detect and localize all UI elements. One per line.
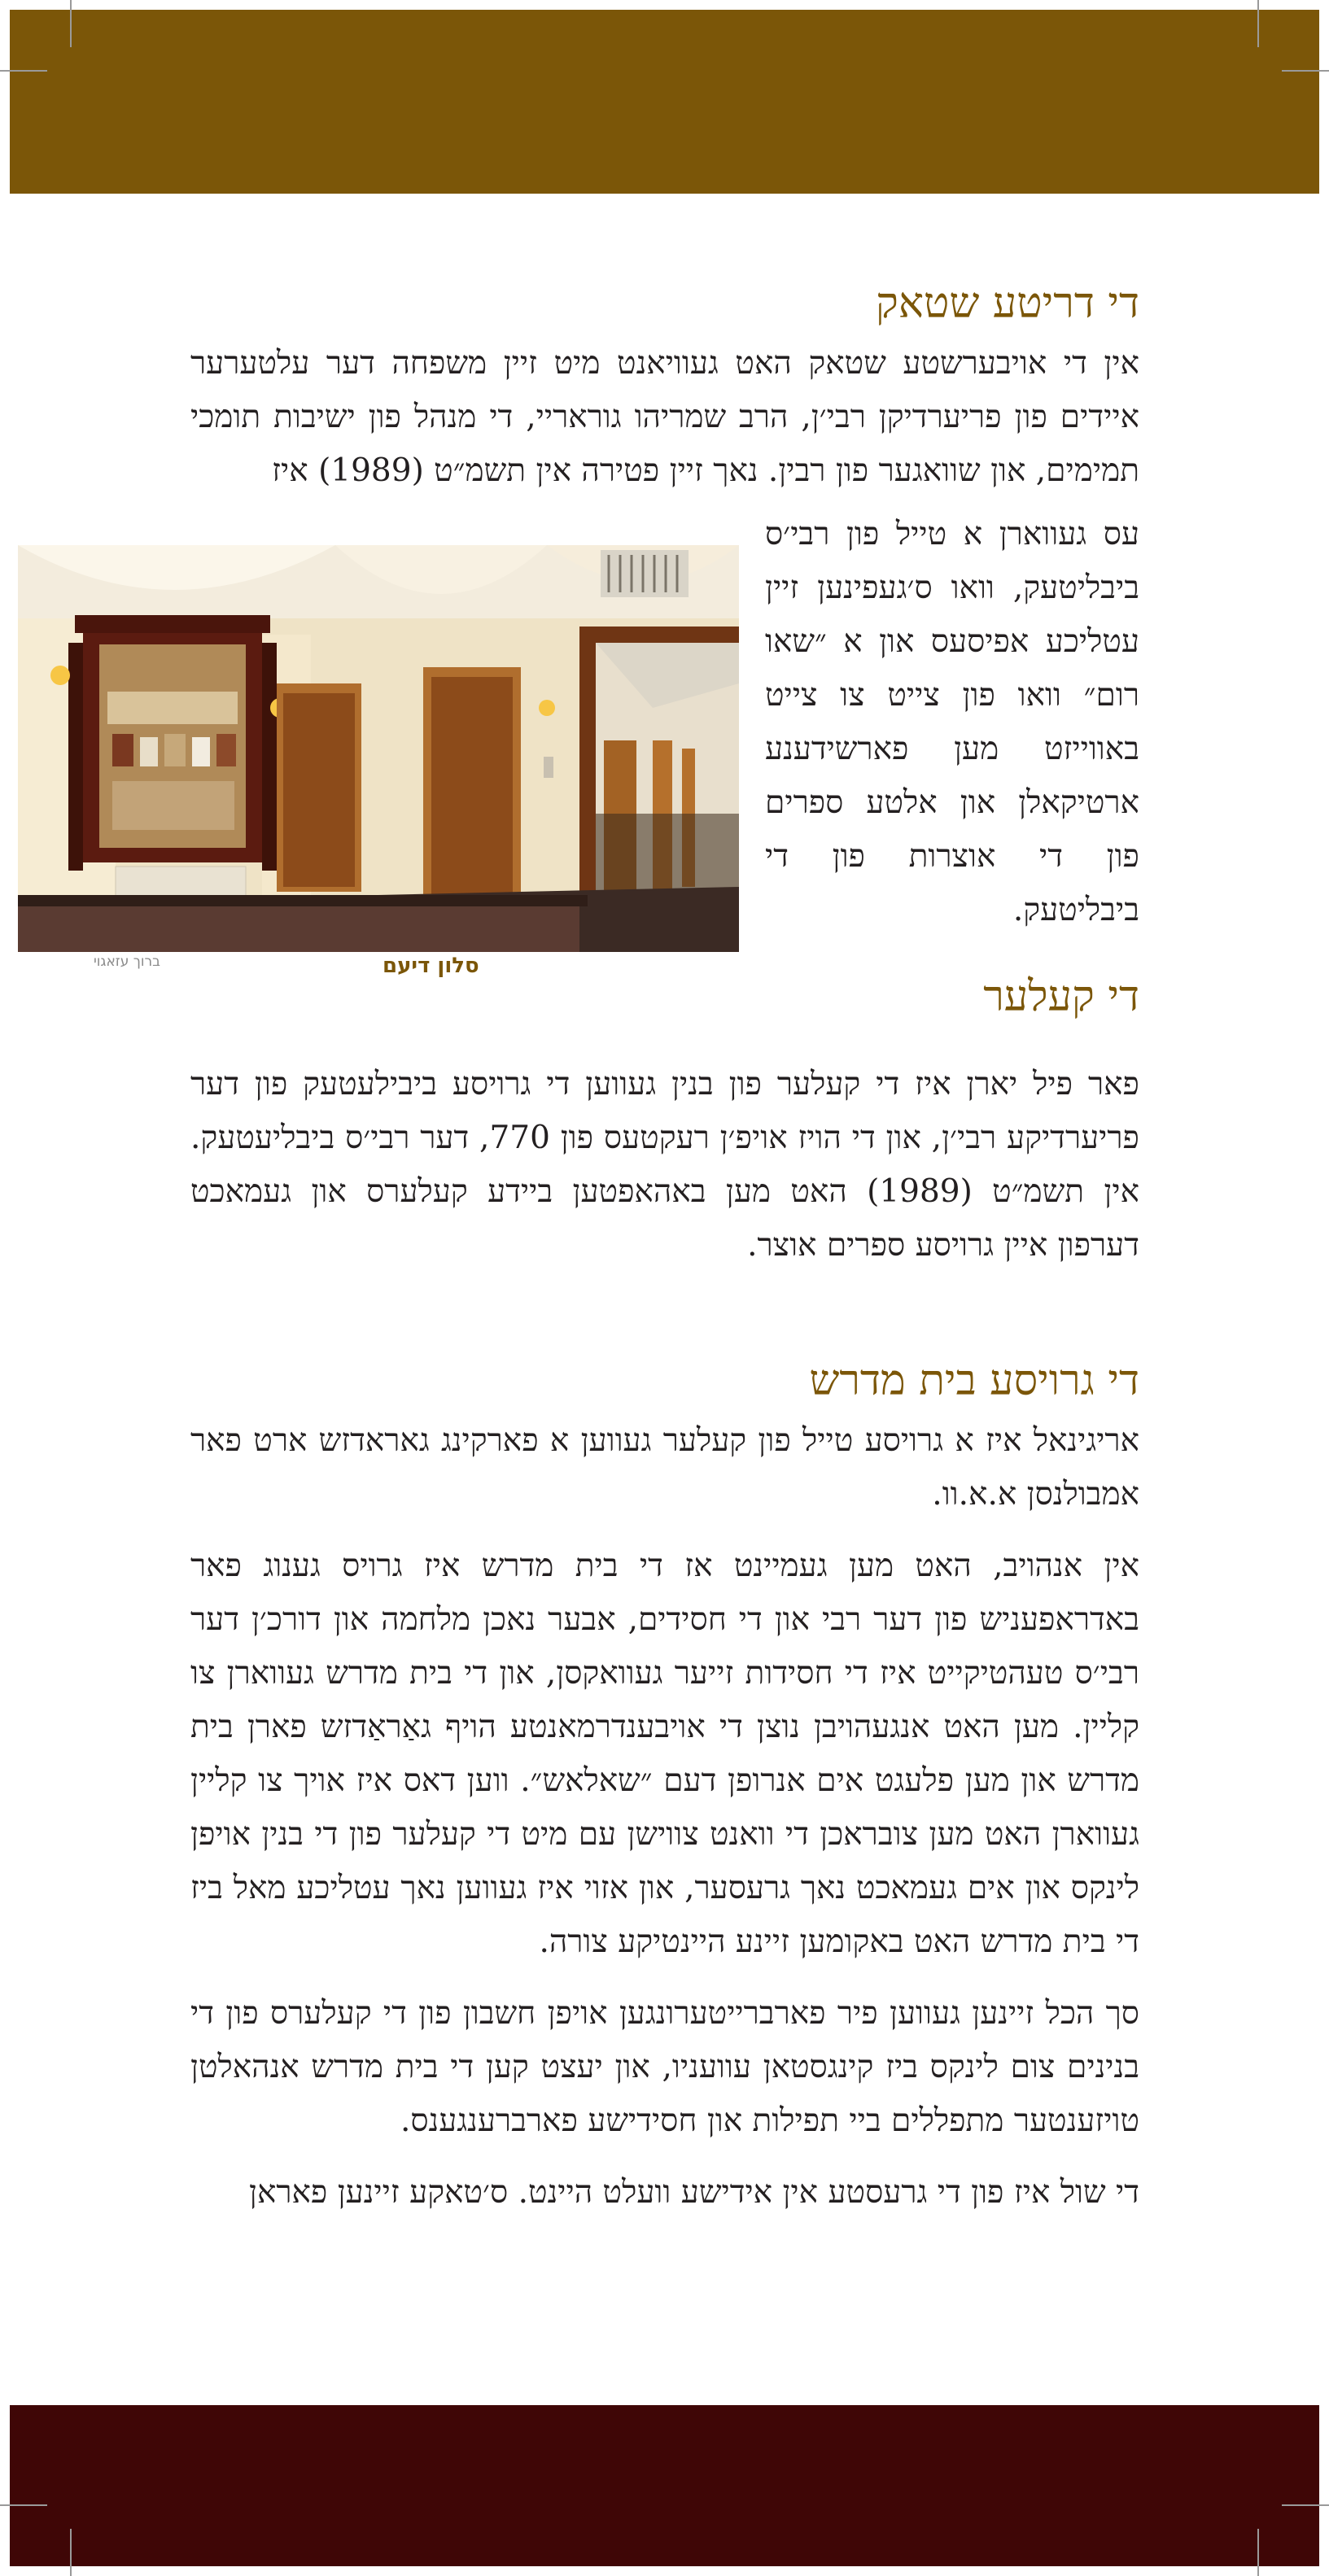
section-beis-medrash	[190, 1352, 1139, 2220]
section-paragraph: סך הכל זיינען געווען פיר פארברייטערונגען אויפן חשבון פון די קעלערס פון די בנינים צום לינקס ביז קינגסטאן עוועניו, און יעצט קען די בית מדרש אנהאלטן טויזענטער מתפללים ביי תפילות און חסידישע פארברענגענס.	[190, 1995, 1139, 2139]
section-paragraph-continued: עס געווארן א טייל פון רבי׳ס ביבליטעק, וואו ס׳געפינען זיין עטליכע אפיסעס און א ״שאו רום״ וואו פון צייט צו צייט באווייזט מען פארשידענע ארטיקאלן און אלטע ספרים פון די אוצרות פון די ביבליטעק.	[765, 516, 1139, 928]
wrapped-paragraph	[765, 508, 1139, 937]
crop-mark	[70, 2529, 72, 2576]
footer-band	[10, 2405, 1319, 2566]
section-cellar	[190, 968, 1139, 1273]
section-third-floor	[190, 275, 1139, 498]
crop-mark	[70, 0, 72, 47]
photo-caption: סלון דיעם	[383, 954, 479, 978]
photo-credit: ברוך עזאגוי	[94, 954, 160, 970]
header-band	[10, 10, 1319, 194]
crop-mark	[0, 2504, 47, 2506]
section-paragraph: אין אנהויב, האט מען געמיינט אז די בית מדרש איז גרויס גענוג פאר באדראפעניש פון דער רבי און די חסידים, אבער נאכן מלחמה און דורכ׳ן דער רבי׳ס טעהטיקייט איז די חסידות זייער געוואקסן, און די בית מדרש געווארן צו קליין. מען האט אנגעהויבן נוצן די אויבענדרמאנטע הויף גאַראַדזש פארן בית מדרש און מען פלעגט אים אנרופן דעם ״שאלאש״. ווען דאס איז אויך צו קליין געווארן האט מען צובראכן די וואנט צווישן עם מיט די קעלער פון די בנין אויפן לינקס און אים געמאכט נאך גרעסער, און אזוי איז געווען נאך עטליכע מאל ביז די בית מדרש האט באקומען זיינע היינטיקע צורה.	[190, 1548, 1139, 1960]
crop-mark	[0, 70, 47, 72]
section-title: די דריטע שטאק	[876, 279, 1139, 328]
crop-mark	[1282, 2504, 1329, 2506]
section-paragraph: אין די אויבערשטע שטאק האט געוויאנט מיט זיין משפחה דער עלטערער איידים פון פריערדיקן רבי׳ן, הרב שמריהו גוראריי, די מנהל פון ישיבות תומכי תמימים, און שוואגער פון רבין. נאך זיין פטירה אין תשמ״ט (1989) איז	[190, 345, 1139, 489]
section-paragraph: אריגינאל איז א גרויסע טייל פון קעלער געווען א פארקינג גאראדזש ארט פאר אמבולנסן א.א.וו.	[190, 1422, 1139, 1513]
section-paragraph: די שול איז פון די גרעסטע אין אידישע וועלט היינט. ס׳טאקע זיינען פאראן	[249, 2174, 1139, 2211]
crop-mark	[1282, 70, 1329, 72]
crop-mark	[1257, 2529, 1259, 2576]
section-title: די קעלער	[983, 972, 1139, 1021]
section-title: די גרויסע בית מדרש	[809, 1356, 1139, 1405]
hallway-photo	[18, 545, 739, 952]
section-paragraph: פאר פיל יארן איז די קעלער פון בנין געווען די גרויסע ביבילעטעק פון דער פריערדיקע רבי׳ן, און די הויז אויפ׳ן רעקטעס פון 770, דער רבי׳ס ביבליעטעק. אין תשמ״ט (1989) האט מען באהאפטען ביידע קעלערס און געמאכט דערפון איין גרויסע ספרים אוצר.	[190, 1066, 1139, 1264]
crop-mark	[1257, 0, 1259, 47]
